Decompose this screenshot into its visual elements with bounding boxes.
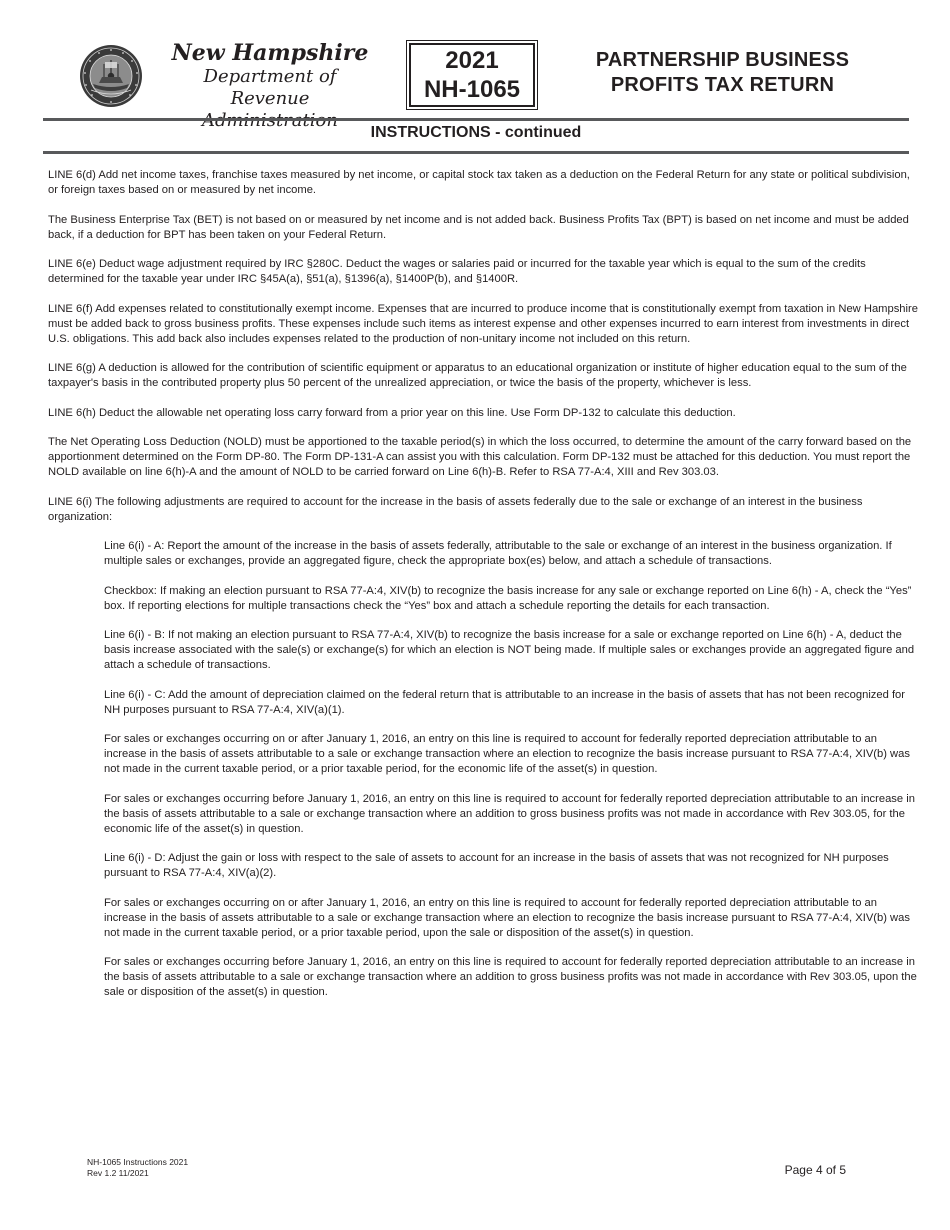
instruction-paragraph: LINE 6(i) The following adjustments are required to account for the increase in the basis of assets federally due to the sale or exchange of an interest in the business organization: [48,495,863,523]
instruction-paragraph: Line 6(i) - D: Adjust the gain or loss with respect to the sale of assets to account for an increase in the basis of assets that was not recognized for NH purposes pursuant to RSA 77-A:4, XIV(a)(2). [104,852,889,879]
state-name: New Hampshire [171,40,369,66]
instruction-paragraph: LINE 6(h) Deduct the allowable net operating loss carry forward from a prior year on this line. Use Form DP-132 to calculate this deduction. [48,406,736,419]
form-title-line2: PROFITS TAX RETURN [610,74,835,96]
department-subline: Revenue [230,88,310,109]
page-number: Page 4 of 5 [784,1163,846,1177]
form-title [580,48,865,98]
footer-revision: Rev 1.2 11/2021 [87,1168,149,1178]
instruction-paragraph: LINE 6(f) Add expenses related to constitutionally exempt income. Expenses that are incurred to produce income that is constitutionally exempt from taxation in New Hampshire must be added back to gross business profits. These expenses include such items as interest expense and other expenses incurred to earn interest from investments in direct U.S. obligations. This add back also includes expenses related to the production of non-unitary income not included on this return. [48,302,918,345]
page-header [0,0,950,120]
instruction-paragraph: The Net Operating Loss Deduction (NOLD) must be apportioned to the taxable period(s) in which the loss occurred, to determine the amount of the carry forward based on the apportionment determined on the Form DP-80. The Form DP-131-A can assist you with this calculation. Form DP-132 must be attached for this deduction. You must report the NOLD available on line 6(h)-A and the amount of NOLD to be carried forward on Line 6(h)-B. Refer to RSA 77-A:4, XIII and Rev 303.03. [48,436,912,478]
footer-doc-name: NH-1065 Instructions 2021 [87,1157,189,1167]
instruction-paragraph: LINE 6(d) Add net income taxes, franchise taxes measured by net income, or capital stock tax taken as a deduction on the Federal Return for any state or political subdivision, or foreign taxes based on or measured by net income. [48,169,910,196]
form-year: 2021 [445,47,499,74]
header-divider-top [43,118,909,121]
form-id-box [409,43,535,107]
instruction-paragraph: For sales or exchanges occurring on or after January 1, 2016, an entry on this line is required to account for federally reported depreciation attributable to an increase in the basis of assets attributable to a sale or exchange transaction where an election to recognize the basis increase pursuant to RSA 77-A:4, XIV(b) was not made in the current taxable period, or a prior taxable period, upon the sale or disposition of the asset(s) in question. [104,896,910,939]
instruction-paragraph: Line 6(i) - B: If not making an election pursuant to RSA 77-A:4, XIV(b) to recognize the basis increase for a sale or exchange reported on Line 6(h) - A, deduct the basis increase associated with the sale(s) or exchange(s) for which an election is NOT being made. If multiple sales or exchanges provide an aggregated figure and attach a schedule of transactions. [104,629,915,671]
state-seal-icon [79,44,143,108]
instruction-paragraph: Checkbox: If making an election pursuant to RSA 77-A:4, XIV(b) to recognize the basis increase for any sale or exchange reported on Line 6(h) - A, check the “Yes” box. If reporting elections for multiple transactions check the “Yes” box and attach a schedule reporting the details for each transaction. [104,584,912,612]
instruction-paragraph: For sales or exchanges occurring on or after January 1, 2016, an entry on this line is required to account for federally reported depreciation attributable to an increase in the basis of assets attributable to a sale or exchange transaction where an election to recognize the basis increase pursuant to RSA 77-A:4, XIV(b) was not made in the current taxable period, or a prior taxable period, for the economic life of the asset(s) in question. [104,733,910,775]
instruction-paragraph: LINE 6(g) A deduction is allowed for the contribution of scientific equipment or apparatus to an educational organization or institute of higher education equal to the sum of the taxpayer's basis in the contributed property plus 50 percent of the unrealized appreciation, or twice the basis of the property, whichever is less. [48,362,907,389]
instruction-paragraph: Line 6(i) - A: Report the amount of the increase in the basis of assets federally, attributable to the sale or exchange of an interest in the business organization. If multiple sales or exchanges, provide an aggregated figure, check the appropriate box(es) below, and attach a schedule of transactions. [104,540,892,567]
form-number: NH-1065 [423,76,521,103]
instruction-paragraph: For sales or exchanges occurring before January 1, 2016, an entry on this line is required to account for federally reported depreciation attributable to an increase in the basis of assets attributable to a sale or exchange transaction where an addition to gross business profits was not made in accordance with Rev 303.05, for the economic life of the asset(s) in question. [104,792,915,835]
instructions-body [48,168,918,1015]
department-line: Department of [203,66,337,87]
footer-document-info [87,1157,188,1179]
instruction-paragraph: For sales or exchanges occurring before January 1, 2016, an entry on this line is required to account for federally reported depreciation attributable to an increase in the basis of assets attributable to a sale or exchange transaction where an addition to gross business profits was not made in accordance with Rev 303.05, upon the sale or disposition of the asset(s) in question. [104,956,917,998]
section-title: INSTRUCTIONS - continued [370,124,582,141]
header-divider-bottom [43,151,909,154]
form-title-line1: PARTNERSHIP BUSINESS [595,49,850,71]
instruction-paragraph: The Business Enterprise Tax (BET) is not based on or measured by net income and is not added back. Business Profits Tax (BPT) is based on net income and must be added back, if a deduction for BPT has been taken on your Federal Return. [48,213,909,241]
instruction-paragraph: Line 6(i) - C: Add the amount of depreciation claimed on the federal return that is attributable to an increase in the basis of assets that has not been recognized for NH purposes pursuant to RSA 77-A:4, XIV(a)(1). [104,688,906,716]
instruction-paragraph: LINE 6(e) Deduct wage adjustment required by IRC §280C. Deduct the wages or salaries paid or incurred for the taxable year which is equal to the sum of the credits determined for the taxable year under IRC §45A(a), §51(a), §1396(a), §1400P(b), and §1400R. [48,258,866,285]
